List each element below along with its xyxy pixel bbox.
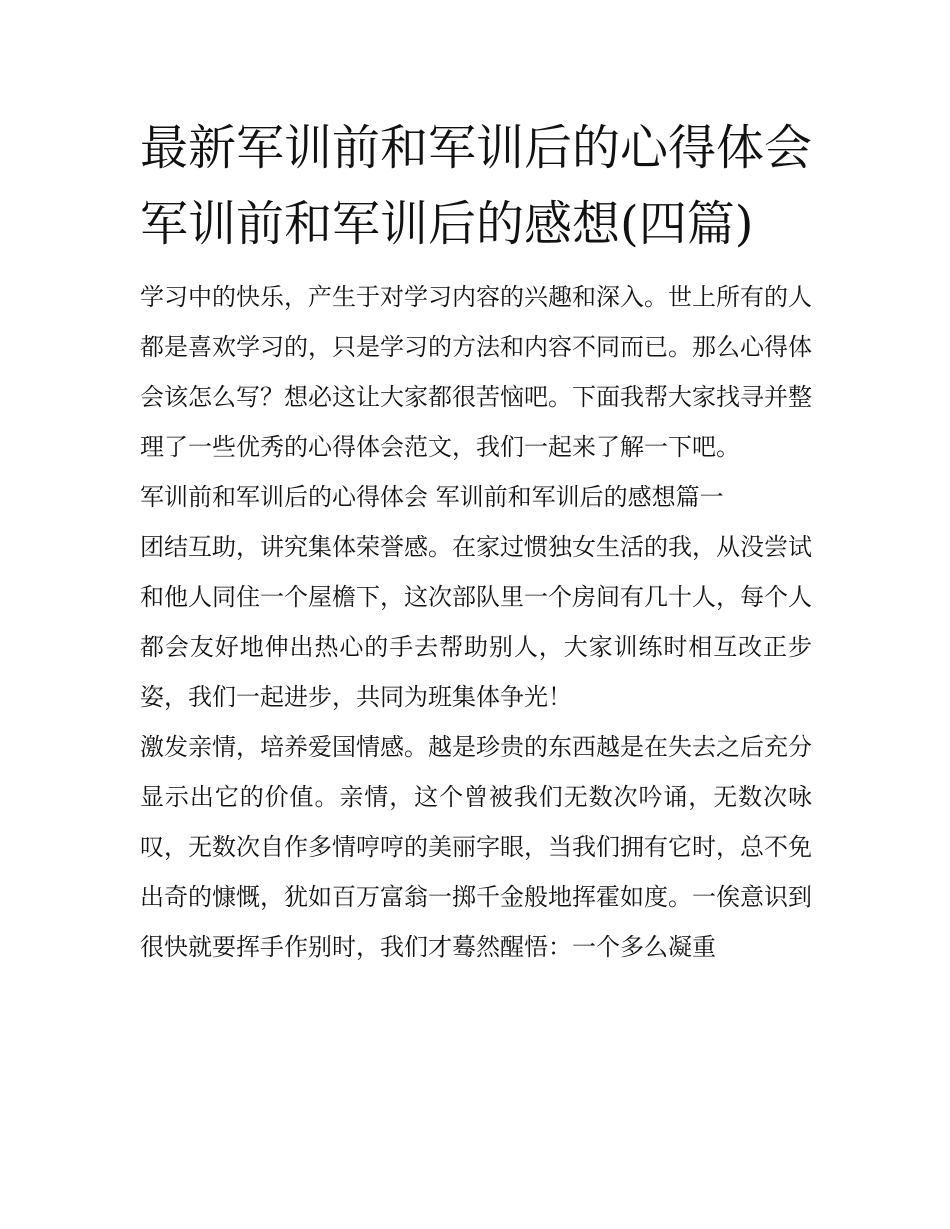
- body-paragraph-2: 激发亲情，培养爱国情感。越是珍贵的东西越是在失去之后充分显示出它的价值。亲情，这个曾被我们无数次吟诵，无数次咏叹，无数次自作多情哼哼的美丽字眼，当我们拥有它时，总不免出奇的慷慨，犹如百万富翁一掷千金般地挥霍如度。一俟意识到很快就要挥手作别时，我们才蓦然醒悟：一个多么凝重: [140, 733, 812, 961]
- section-heading: 军训前和军训后的心得体会 军训前和军训后的感想篇一: [140, 483, 724, 511]
- intro-paragraph: 学习中的快乐，产生于对学习内容的兴趣和深入。世上所有的人都是喜欢学习的，只是学习的方法和内容不同而已。那么心得体会该怎么写？想必这让大家都很苦恼吧。下面我帮大家找寻并整理了一些优秀的心得体会范文，我们一起来了解一下吧。: [140, 283, 812, 461]
- body-paragraph-1: 团结互助，讲究集体荣誉感。在家过惯独女生活的我，从没尝试和他人同住一个屋檐下，这次部队里一个房间有几十人，每个人都会友好地伸出热心的手去帮助别人，大家训练时相互改正步姿，我们一起进步，共同为班集体争光！: [140, 533, 812, 711]
- document-title: 最新军训前和军训后的心得体会 军训前和军训后的感想(四篇): [140, 120, 813, 252]
- document-page: [140, 110, 812, 972]
